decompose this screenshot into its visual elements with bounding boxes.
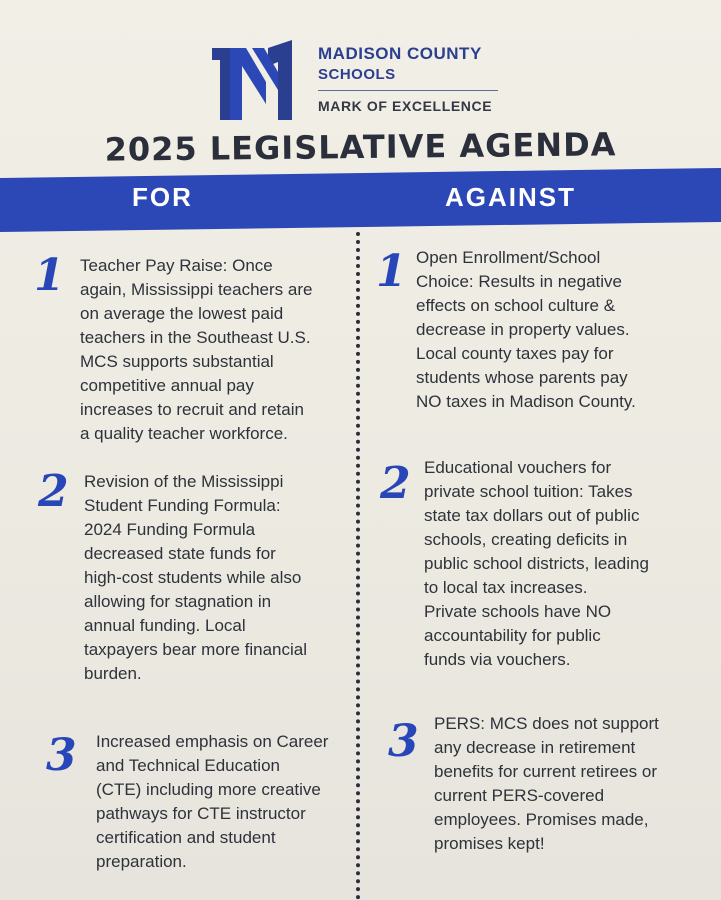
against-item-1-text: Open Enrollment/School Choice: Results in negative effects on school culture & decrease in property values. Local county taxes pay for students whose parents pay NO taxes in Madison County. xyxy=(416,248,636,411)
column-header-band xyxy=(0,168,721,232)
against-item-2-text: Educational vouchers for private school tuition: Takes state tax dollars out of public schools, creating deficits in public school districts, leading to local tax increases. Private schools have NO accountability for public funds via vouchers. xyxy=(424,458,649,669)
for-item-1-text: Teacher Pay Raise: Once again, Mississippi teachers are on average the lowest paid teachers in the Southeast U.S. MCS supports substantial competitive annual pay increases to recruit and retain a quality teacher workforce. xyxy=(80,256,313,443)
for-item-3-number: 3 xyxy=(46,730,77,781)
brand-divider xyxy=(318,90,498,91)
for-item-3-text: Increased emphasis on Career and Technical Education (CTE) including more creative pathways for CTE instructor certification and student preparation. xyxy=(96,732,329,871)
against-item-3-text: PERS: MCS does not support any decrease in retirement benefits for current retirees or current PERS-covered employees. Promises made, promises kept! xyxy=(434,714,659,853)
brand-sub: SCHOOLS xyxy=(318,66,396,83)
column-divider xyxy=(356,232,360,900)
against-item-1-number: 1 xyxy=(376,246,407,297)
for-item-2-number: 2 xyxy=(38,466,69,517)
for-column-header: FOR xyxy=(132,182,193,212)
brand-name: MADISON COUNTY xyxy=(318,44,482,63)
brand-tagline: MARK OF EXCELLENCE xyxy=(318,98,493,114)
against-column-header: AGAINST xyxy=(445,182,576,212)
for-item-2-text: Revision of the Mississippi Student Funding Formula: 2024 Funding Formula decreased state funds for high-cost students while also allowing for stagnation in annual funding. Local taxpayers bear more financial burden. xyxy=(84,472,308,683)
against-item-2-number: 2 xyxy=(380,458,411,509)
for-item-1-number: 1 xyxy=(34,250,65,301)
mcs-logo xyxy=(212,40,307,120)
against-item-3-number: 3 xyxy=(388,716,419,767)
page-title: 2025 LEGISLATIVE AGENDA xyxy=(104,125,617,169)
